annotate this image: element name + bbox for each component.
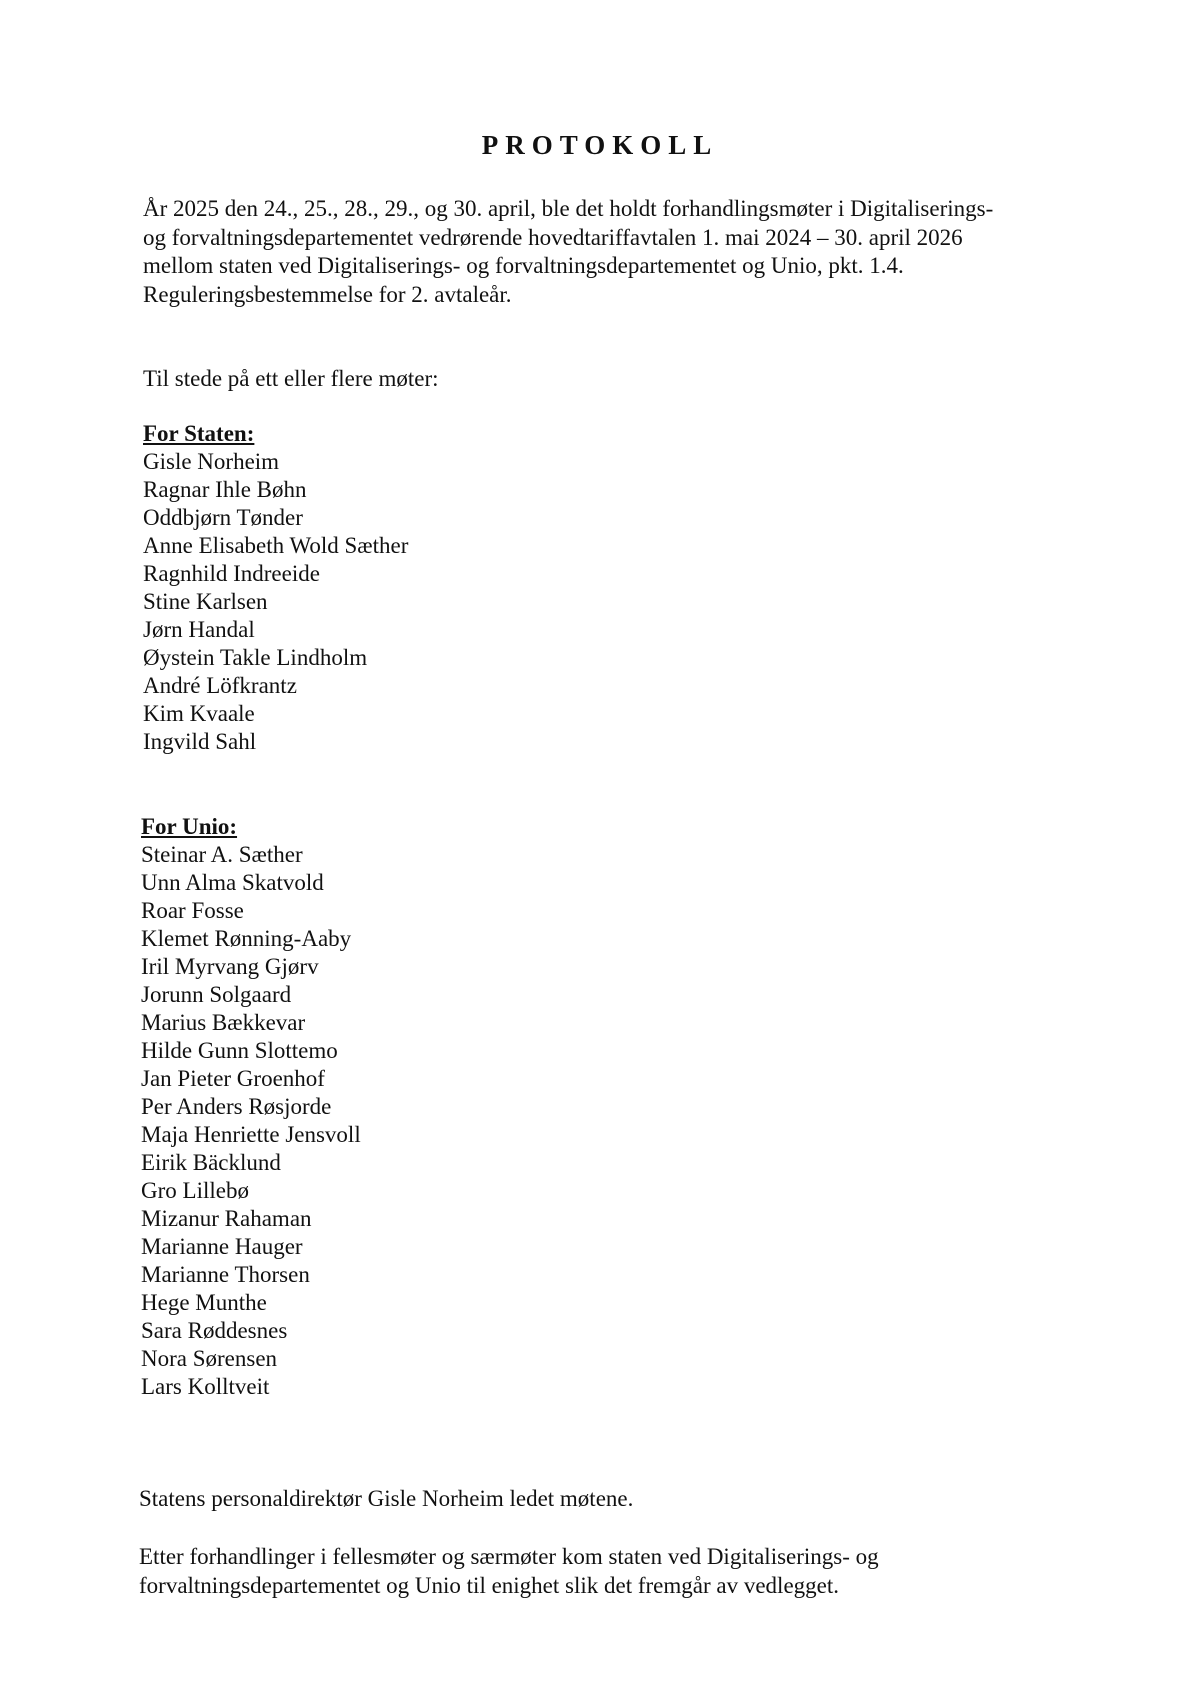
staten-member: Stine Karlsen bbox=[143, 589, 268, 614]
agreement-paragraph bbox=[139, 1542, 879, 1600]
unio-member: Roar Fosse bbox=[141, 898, 244, 923]
agreement-line: forvaltningsdepartementet og Unio til enighet slik det fremgår av vedlegget. bbox=[139, 1573, 840, 1598]
intro-line: År 2025 den 24., 25., 28., 29., og 30. april, ble det holdt forhandlingsmøter i Digitaliserings- bbox=[143, 196, 994, 221]
staten-member: Anne Elisabeth Wold Sæther bbox=[143, 533, 409, 558]
staten-member: Ragnhild Indreeide bbox=[143, 561, 320, 586]
unio-member: Klemet Rønning-Aaby bbox=[141, 926, 352, 951]
chair-statement bbox=[139, 1484, 633, 1513]
unio-member: Nora Sørensen bbox=[141, 1346, 278, 1371]
unio-member: Jan Pieter Groenhof bbox=[141, 1066, 325, 1091]
staten-member: Ragnar Ihle Bøhn bbox=[143, 477, 307, 502]
unio-member: Mizanur Rahaman bbox=[141, 1206, 312, 1231]
unio-member: Gro Lillebø bbox=[141, 1178, 249, 1203]
unio-delegation bbox=[141, 813, 361, 1401]
unio-heading: For Unio: bbox=[141, 814, 238, 839]
staten-member: Kim Kvaale bbox=[143, 701, 255, 726]
unio-member: Sara Røddesnes bbox=[141, 1318, 288, 1343]
staten-delegation bbox=[143, 420, 408, 756]
staten-member: Jørn Handal bbox=[143, 617, 255, 642]
unio-member: Unn Alma Skatvold bbox=[141, 870, 324, 895]
intro-line: Reguleringsbestemmelse for 2. avtaleår. bbox=[143, 281, 512, 307]
unio-member: Marius Bækkevar bbox=[141, 1010, 306, 1035]
staten-member: Oddbjørn Tønder bbox=[143, 505, 303, 530]
staten-member: André Löfkrantz bbox=[143, 673, 297, 698]
unio-member-list bbox=[141, 841, 361, 1401]
document-title: PROTOKOLL bbox=[481, 130, 719, 160]
present-label: Til stede på ett eller flere møter: bbox=[143, 366, 439, 391]
unio-member: Lars Kolltveit bbox=[141, 1374, 270, 1399]
unio-member: Per Anders Røsjorde bbox=[141, 1094, 332, 1119]
unio-member: Marianne Hauger bbox=[141, 1234, 303, 1259]
unio-member: Maja Henriette Jensvoll bbox=[141, 1122, 361, 1147]
unio-member: Steinar A. Sæther bbox=[141, 842, 303, 867]
intro-paragraph bbox=[143, 195, 1073, 309]
unio-member: Hege Munthe bbox=[141, 1290, 267, 1315]
unio-member: Jorunn Solgaard bbox=[141, 982, 292, 1007]
staten-heading: For Staten: bbox=[143, 421, 255, 446]
staten-member: Gisle Norheim bbox=[143, 449, 280, 474]
unio-member: Eirik Bäcklund bbox=[141, 1150, 281, 1175]
staten-member: Øystein Takle Lindholm bbox=[143, 645, 368, 670]
staten-member: Ingvild Sahl bbox=[143, 729, 257, 754]
intro-line: mellom staten ved Digitaliserings- og forvaltningsdepartementet og Unio, pkt. 1.4. bbox=[143, 253, 904, 278]
unio-member: Marianne Thorsen bbox=[141, 1262, 310, 1287]
staten-member-list bbox=[143, 448, 408, 756]
intro-line: og forvaltningsdepartementet vedrørende hovedtariffavtalen 1. mai 2024 – 30. april 2026 bbox=[143, 224, 963, 250]
chair-statement-text: Statens personaldirektør Gisle Norheim ledet møtene. bbox=[139, 1486, 634, 1511]
unio-member: Hilde Gunn Slottemo bbox=[141, 1038, 338, 1063]
agreement-line: Etter forhandlinger i fellesmøter og særmøter kom staten ved Digitaliserings- og bbox=[139, 1544, 879, 1569]
unio-member: Iril Myrvang Gjørv bbox=[141, 954, 319, 979]
